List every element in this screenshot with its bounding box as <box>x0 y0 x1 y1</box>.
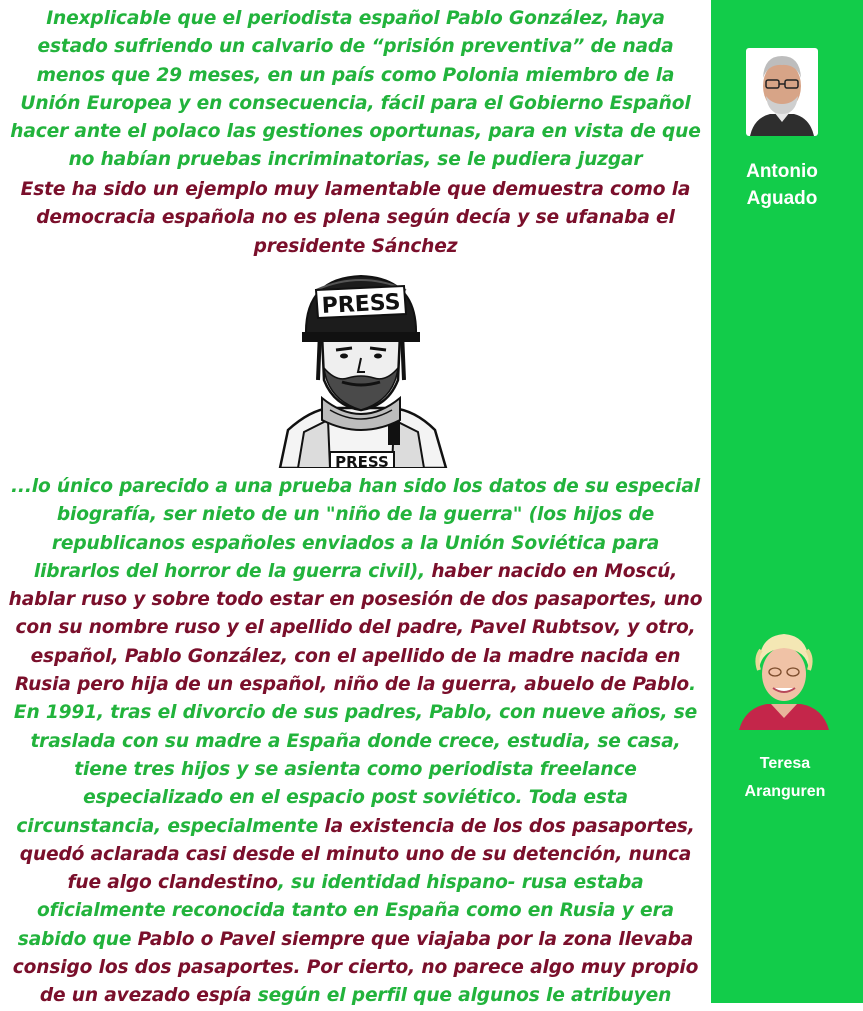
body-text-red-3: Pablo o Pavel siempre que viajaba por la zona llevaba consigo los dos pasaportes. Por cierto, no parece algo muy propio de un avezado espía <box>12 928 699 1007</box>
highlight-paragraph <box>8 176 703 261</box>
author-avatar-antonio <box>746 48 818 136</box>
author-last-name: Aranguren <box>744 783 826 800</box>
author-name-teresa <box>712 750 858 806</box>
intro-text: Inexplicable que el periodista español Pablo González, haya estado sufriendo un calvario de “prisión preventiva” de nada menos que 29 meses, en un país como Polonia miembro de la Unión Europea y en consecuencia, fácil para el Gobierno Español hacer ante el polaco las gestiones oportunas, para en vista de que no habían pruebas incriminatorias, se le pudiera juzgar <box>10 8 701 171</box>
vest-press-label: PRESS <box>335 453 389 468</box>
author-avatar-teresa <box>731 628 837 730</box>
body-text-green-2: . En 1991, tras el divorcio de sus padres, Pablo, con nueve años, se traslada con su madre a España donde crece, estudia, se casa, tiene tres hijos y se asienta como periodista freelance especializado en el espacio post soviético. Toda esta circunstancia, especialmente <box>13 674 698 837</box>
intro-paragraph <box>8 5 703 175</box>
helmet-press-label: PRESS <box>321 289 402 320</box>
author-first-name: Antonio <box>746 161 818 182</box>
journalist-illustration <box>270 270 452 468</box>
body-text-green-1: ...lo único parecido a una prueba han sido los datos de su especial biografía, ser nieto de un "niño de la guerra" (los hijos de republicanos españoles enviados a la Unión Soviética para librarlos del horror de la guerra civil), <box>11 476 700 582</box>
author-first-name: Teresa <box>759 755 811 772</box>
body-text-green-4: según el perfil que algunos le atribuyen <box>251 985 672 1007</box>
author-sidebar <box>711 0 863 1003</box>
body-text-red-1: haber nacido en Moscú, hablar ruso y sobre todo estar en posesión de dos pasaportes, uno con su nombre ruso y el apellido del padre, Pavel Rubtsov, y otro, español, Pablo González, con el apellido de la madre nacida en Rusia pero hija de un español, niño de la guerra, abuelo de Pablo <box>8 560 703 696</box>
author-last-name: Aguado <box>746 188 818 209</box>
body-paragraph <box>8 473 703 1011</box>
highlight-text: Este ha sido un ejemplo muy lamentable que demuestra como la democracia española no es plena según decía y se ufanaba el presidente Sánchez <box>20 179 691 257</box>
author-name-antonio <box>712 158 852 212</box>
body-text-red-2: la existencia de los dos pasaportes, quedó aclarada casi desde el minuto uno de su detención, nunca fue algo clandestino <box>19 815 695 894</box>
body-text-green-3: , su identidad hispano- rusa estaba oficialmente reconocida tanto en España como en Rusia y era sabido que <box>17 872 674 950</box>
